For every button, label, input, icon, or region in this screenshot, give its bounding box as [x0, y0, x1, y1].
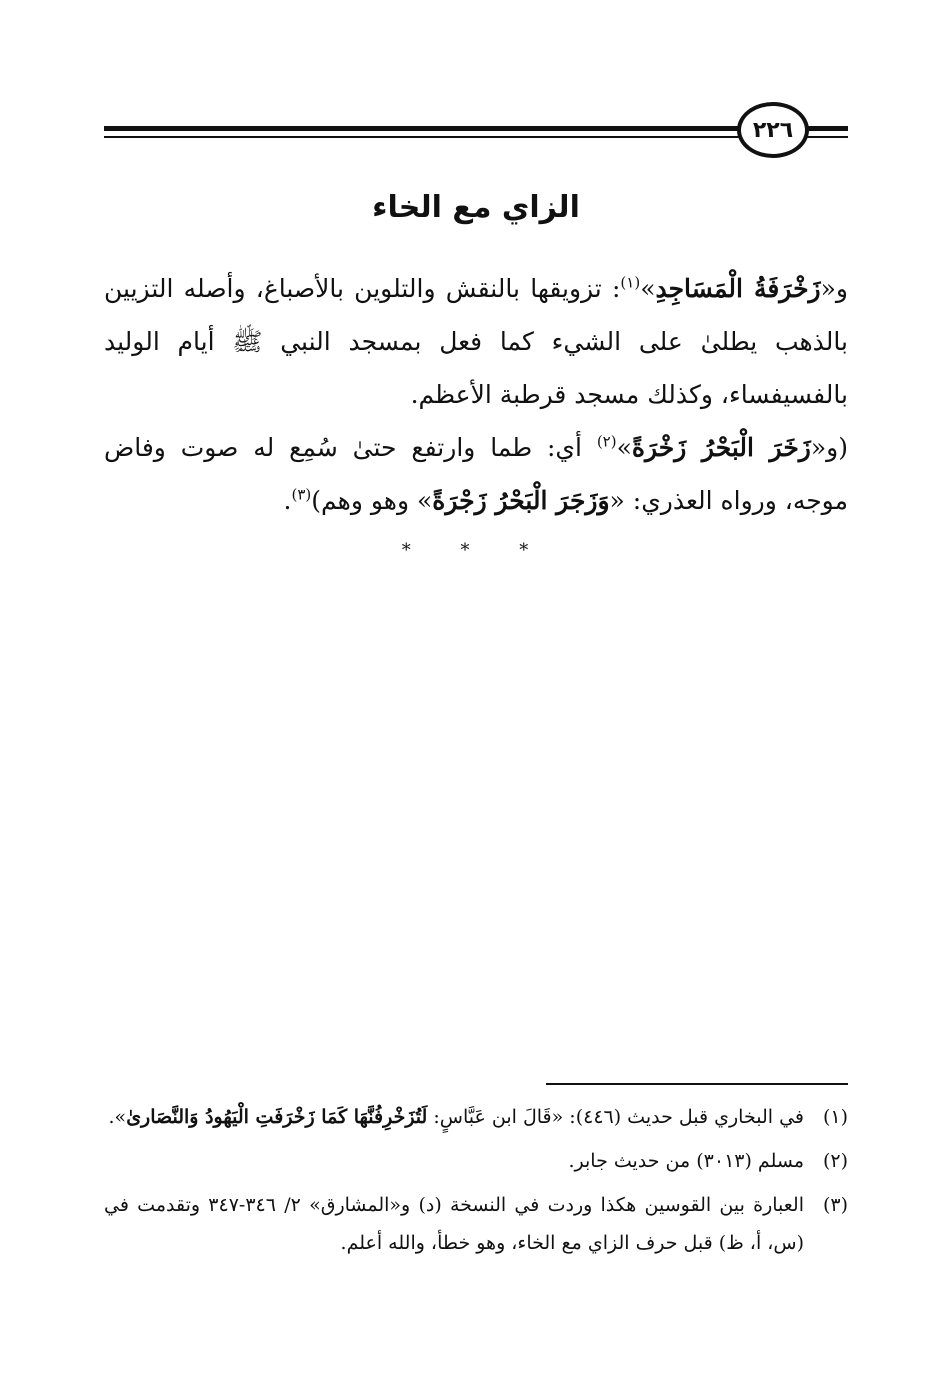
paragraph-1 — [104, 262, 848, 421]
definition-text: : تزويقها بالنقش والتلوين بالأصباغ، وأصله التزيين بالذهب يطلىٰ على الشيء كما فعل بمسجد النبي ﷺ أيام الوليد بالفسيفساء، وكذلك مسجد قرطبة الأعظم. — [104, 274, 848, 409]
term-close: » — [640, 274, 656, 303]
term-open: و« — [820, 274, 849, 303]
footnote-text-part: في البخاري قبل حديث (٤٤٦): «قَالَ ابن عَبَّاسٍ: — [427, 1106, 804, 1128]
footnote-number: (١) — [822, 1106, 848, 1128]
period: . — [283, 486, 292, 515]
footnote-ref-3[interactable]: (٣) — [291, 485, 312, 504]
variant-reading: وَزَجَرَ الْبَحْرُ زَجْرَةً — [432, 486, 610, 515]
footnote-2 — [104, 1142, 848, 1180]
footnote-text — [104, 1098, 804, 1136]
term-open: (و« — [810, 433, 849, 462]
paragraph-2 — [104, 421, 848, 527]
section-title: الزاي مع الخاء — [372, 190, 580, 225]
footnote-number: (٢) — [822, 1150, 848, 1172]
footnote-1 — [104, 1098, 848, 1136]
footnote-divider — [546, 1083, 848, 1085]
term-close: » — [616, 433, 632, 462]
footnote-text-part: ». — [108, 1106, 127, 1128]
footnote-text: مسلم (٣٠١٣) من حديث جابر. — [568, 1150, 804, 1172]
page-number-badge — [737, 102, 809, 158]
footnote-text: العبارة بين القوسين هكذا وردت في النسخة (د) و«المشارق» ٢/ ٣٤٦-٣٤٧ وتقدمت في (س، أ، ظ) قبل حرف الزاي مع الخاء، وهو خطأ، والله أعلم. — [104, 1194, 805, 1254]
term-zakhara-al-bahr: زَخَرَ الْبَحْرُ زَخْرَةً — [631, 433, 811, 462]
footnote-3 — [104, 1186, 848, 1262]
footnote-number: (٣) — [822, 1194, 848, 1216]
header-rule-thin — [104, 136, 848, 138]
body-text — [104, 262, 848, 527]
term-zakhrafat-al-masajid: زَخْرَفَةُ الْمَسَاجِدِ — [655, 274, 821, 303]
definition-text: أي: طما وارتفع حتىٰ سُمِع له صوت وفاض موجه، ورواه العذري: « — [104, 433, 848, 515]
footnotes — [104, 1098, 848, 1268]
footnote-ref-1[interactable]: (١) — [620, 273, 641, 292]
page-number: ٢٢٦ — [752, 117, 794, 143]
footnote-ref-2[interactable]: (٢) — [596, 432, 617, 451]
footnote-quote: لَتُزَخْرِفُنَّهَا كَمَا زَخْرَفَتِ الْيَهُودُ وَالنَّصَارىٰ — [126, 1106, 428, 1128]
definition-text-end: » وهو وهم) — [311, 486, 433, 515]
section-separator: * * * — [401, 540, 551, 561]
